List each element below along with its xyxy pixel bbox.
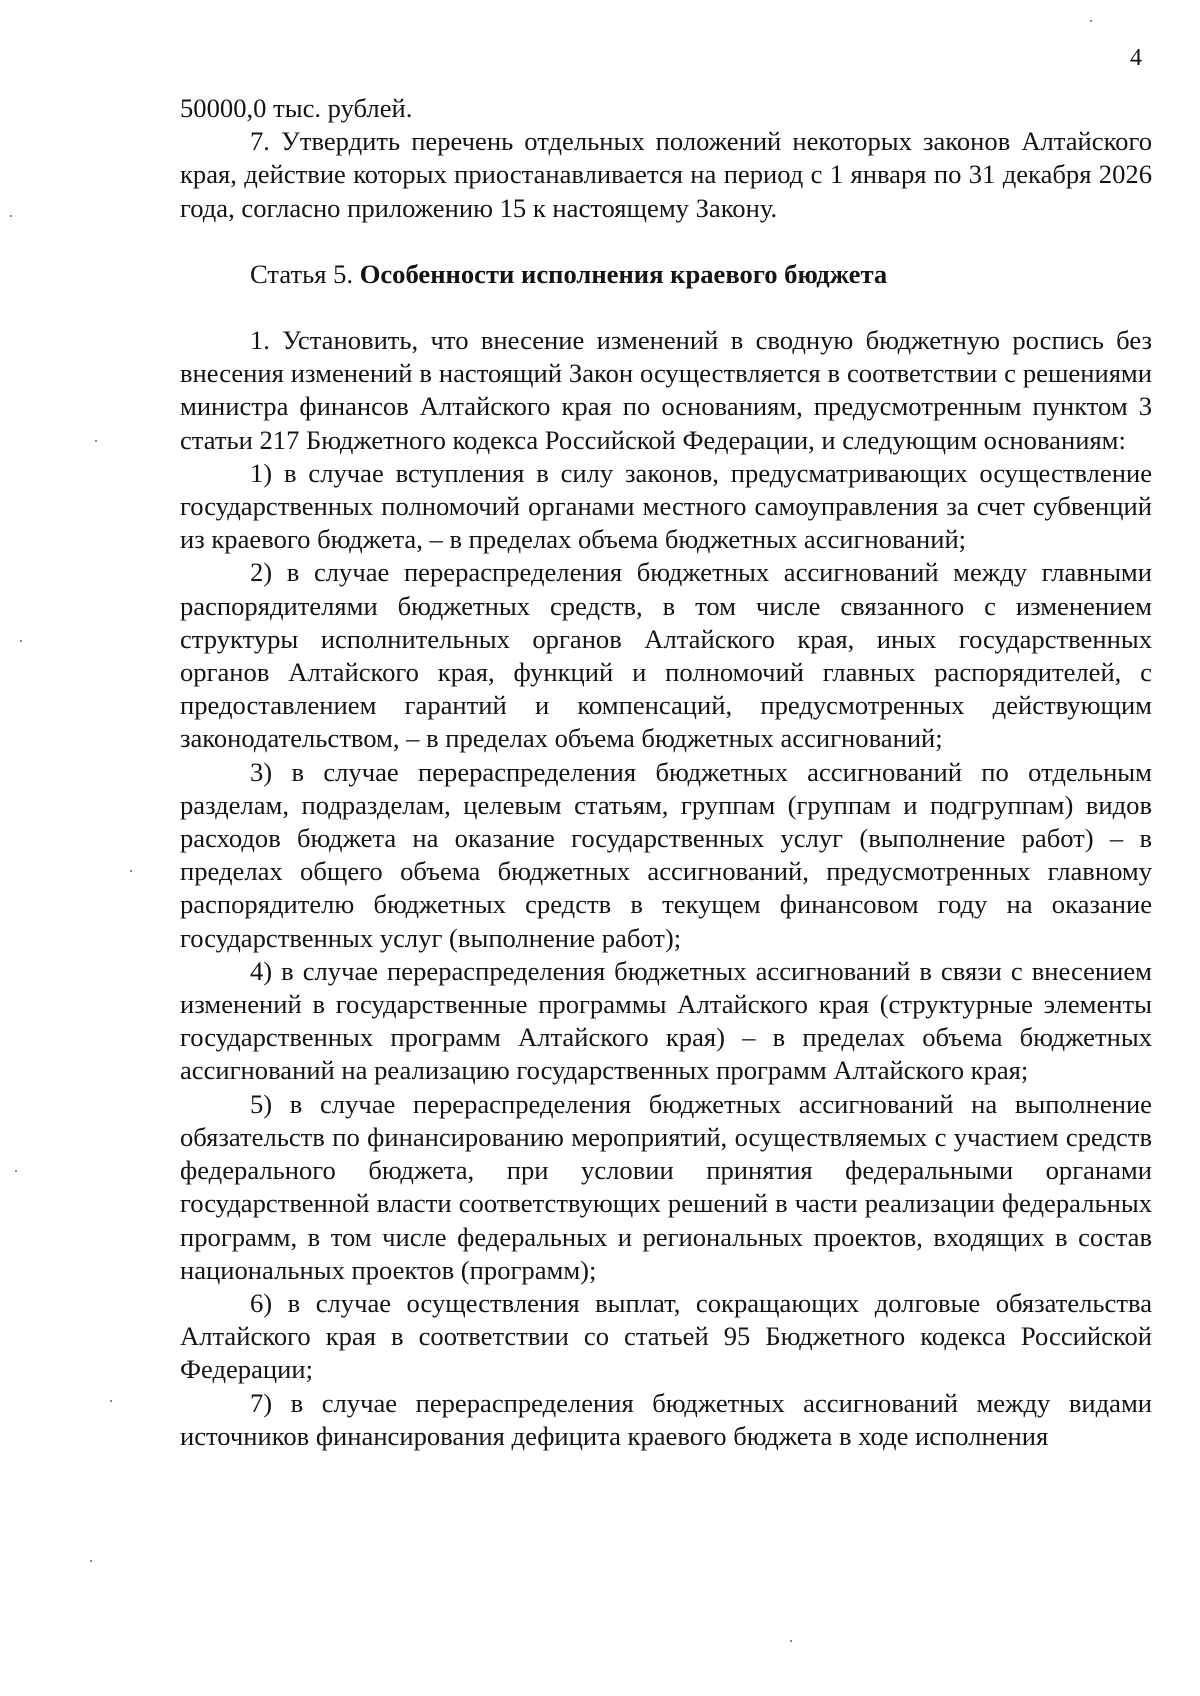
scan-speck: [130, 870, 132, 872]
article-subitem-2: 2) в случае перераспределения бюджетных ассигнований между главными распорядителями бюджетных средств, в том числе связанного с изменением структуры исполнительных органов Алтайского края, иных государственных органов Алтайского края, функций и полномочий главных распорядителей, с предоставлением гарантий и компенсаций, предусмотренных действующим законодательством, – в пределах объема бюджетных ассигнований;: [180, 557, 1152, 754]
scan-speck: [20, 640, 22, 642]
article-title: Особенности исполнения краевого бюджета: [359, 258, 888, 289]
article-heading: [180, 258, 1152, 291]
paragraph-item-7: 7. Утвердить перечень отдельных положений некоторых законов Алтайского края, действие которых приостанавливается на период с 1 января по 31 декабря 2026 года, согласно приложению 15 к настоящему Закону.: [180, 126, 1152, 223]
article-subitem-1: 1) в случае вступления в силу законов, предусматривающих осуществление государственных полномочий органами местного самоуправления за счет субвенций из краевого бюджета, – в пределах объема бюджетных ассигнований;: [180, 457, 1152, 555]
scan-speck: [15, 1170, 17, 1172]
scan-speck: [790, 1640, 792, 1642]
scan-speck: [110, 1400, 112, 1402]
article-prefix: Статья 5.: [250, 258, 354, 289]
paragraph-continuation: 50000,0 тыс. рублей.: [180, 93, 413, 123]
article-subitem-4: 4) в случае перераспределения бюджетных ассигнований в связи с внесением изменений в государственные программы Алтайского края (структурные элементы государственных программ Алтайского края) – в пределах объема бюджетных ассигнований на реализацию государственных программ Алтайского края;: [180, 955, 1152, 1086]
article-subitem-6: 6) в случае осуществления выплат, сокращающих долговые обязательства Алтайского края в соответствии со статьей 95 Бюджетного кодекса Российской Федерации;: [180, 1287, 1152, 1385]
scan-speck: [10, 215, 12, 217]
document-body: [180, 92, 1152, 1453]
article-subitem-7: 7) в случае перераспределения бюджетных ассигнований между видами источников финансирования дефицита краевого бюджета в ходе исполнения: [180, 1387, 1152, 1451]
article-subitem-5: 5) в случае перераспределения бюджетных ассигнований на выполнение обязательств по финансированию мероприятий, осуществляемых с участием средств федерального бюджета, при условии принятия федеральными органами государственной власти соответствующих решений в части реализации федеральных программ, в том числе федеральных и региональных проектов, входящих в состав национальных проектов (программ);: [180, 1088, 1152, 1285]
scan-speck: [90, 1560, 92, 1562]
scan-speck: [1090, 20, 1092, 22]
page-number: 4: [1130, 45, 1142, 71]
article-paragraph-1: 1. Установить, что внесение изменений в сводную бюджетную роспись без внесения изменений в настоящий Закон осуществляется в соответствии с решениями министра финансов Алтайского края по основаниям, предусмотренным пунктом 3 статьи 217 Бюджетного кодекса Российской Федерации, и следующим основаниям:: [180, 325, 1152, 455]
article-subitem-3: 3) в случае перераспределения бюджетных ассигнований по отдельным разделам, подразделам, целевым статьям, группам (группам и подгруппам) видов расходов бюджета на оказание государственных услуг (выполнение работ) – в пределах общего объема бюджетных ассигнований, предусмотренных главному распорядителю бюджетных средств в текущем финансовом году на оказание государственных услуг (выполнение работ);: [180, 756, 1152, 953]
scan-speck: [95, 440, 97, 442]
